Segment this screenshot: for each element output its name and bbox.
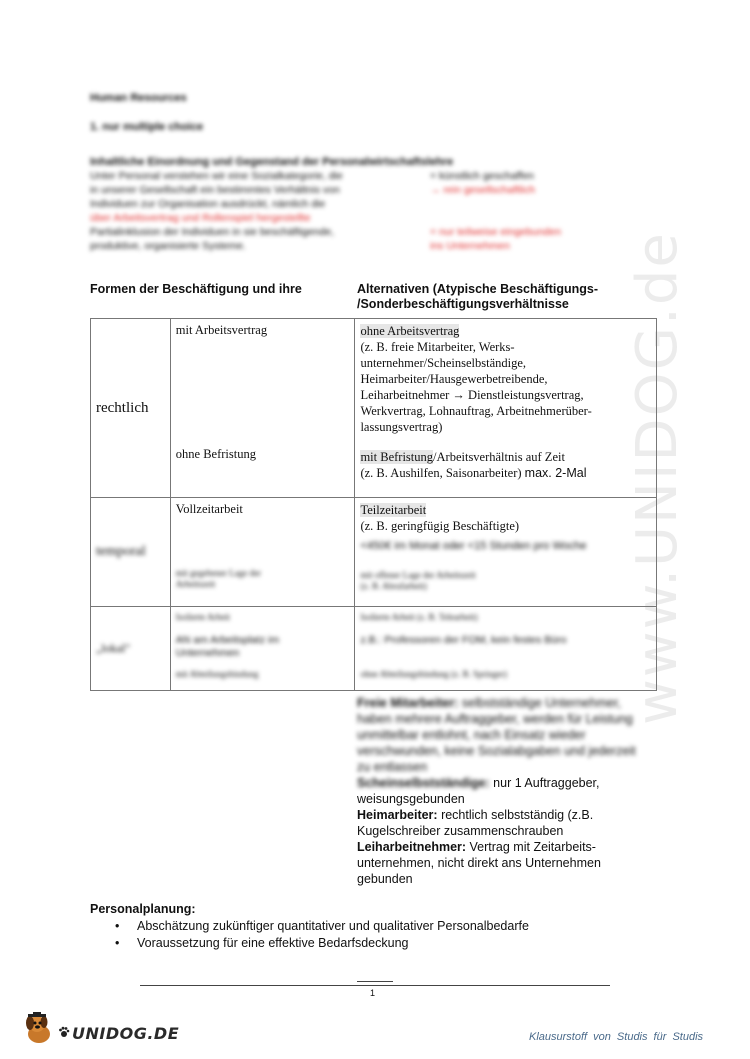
alternative-cell xyxy=(355,319,657,498)
alt-b-rest: /Arbeitsverhältnis auf Zeit xyxy=(433,450,565,464)
alt-a-head: Teilzeitarbeit xyxy=(360,503,427,517)
alternative-cell xyxy=(355,607,657,691)
paw-icon xyxy=(58,1026,70,1038)
alternative-cell xyxy=(355,498,657,607)
table-row xyxy=(91,498,657,607)
standard-b: mit gegebener Lage der Arbeitszeit xyxy=(175,568,261,589)
side-note: = künstlich geschaffen xyxy=(430,170,535,182)
table-row xyxy=(91,319,657,498)
dog-icon xyxy=(22,1012,56,1046)
intro-line: in unserer Gesellschaft ein bestimmtes Verhältnis von xyxy=(90,184,340,196)
alt-a-body: (z. B. freie Mitarbeiter, Werks-unternehmer/Scheinselbständige, Heimarbeiter/Hausgewerbetreibende, Leiharbeitnehmer → Dienstleistungsvertrag, Werkvertrag, Lohnauftrag, Arbeitnehmerüber-lassungsvertrag) xyxy=(360,340,592,434)
alt-a-head: ohne Arbeitsvertrag xyxy=(360,324,460,338)
notes-block xyxy=(357,695,652,887)
intro-line: Unter Personal verstehen wir eine Sozialkategorie, die xyxy=(90,170,343,182)
table-row xyxy=(91,607,657,691)
employment-forms-table xyxy=(90,318,657,691)
footer-rule xyxy=(140,985,610,986)
standard-a: Vollzeitarbeit xyxy=(175,502,243,516)
alt-b-head: mit offener Lage der Arbeitszeit xyxy=(360,570,476,580)
column-heading-right xyxy=(357,282,598,312)
page-number: 1 xyxy=(370,988,376,998)
side-note: → rein gesellschaftlich xyxy=(430,184,536,196)
logo-text: UNIDOG.DE xyxy=(72,1024,180,1043)
unidog-logo xyxy=(22,1012,180,1048)
footer-short-line xyxy=(357,981,393,982)
alt-a-note: <450€ im Monat oder <15 Stunden pro Woche xyxy=(360,540,587,552)
note-scheinselbststaendige: Scheinselbstständige: nur 1 Auftraggeber, weisungsgebunden xyxy=(357,776,600,806)
alt-b-body: (z. B. Aushilfen, Saisonarbeiter) xyxy=(360,466,522,480)
standard-cell xyxy=(170,498,355,607)
subsection-title: Inhaltliche Einordnung und Gegenstand der Personalwirtschaftslehre xyxy=(90,156,454,168)
category-cell: rechtlich xyxy=(91,319,171,498)
side-note: = nur teilweise eingebunden xyxy=(430,226,562,238)
planning-bullet: • Abschätzung zukünftiger quantitativer und qualitativer Personalbedarfe xyxy=(115,918,650,935)
doc-title: Human Resources xyxy=(90,92,187,104)
intro-line: Individuen zur Organisation ausdrückt, nämlich die xyxy=(90,198,326,210)
standard-b: AN am Arbeitsplatz im Unternehmen xyxy=(175,634,280,659)
planning-section xyxy=(90,901,650,952)
planning-bullet: • Voraussetzung für eine effektive Bedarfsdeckung xyxy=(115,935,650,952)
standard-c: mit Abteilungsbindung xyxy=(175,669,259,679)
column-heading-left: Formen der Beschäftigung und ihre xyxy=(90,282,302,296)
header-block xyxy=(90,92,650,133)
alt-b-note: max. 2-Mal xyxy=(524,466,587,480)
note-freie-mitarbeiter: Freie Mitarbeiter: selbstständige Unternehmer, haben mehrere Auftraggeber, werden für Leistung unmittelbar entlohnt, nach Einsatz wieder verschwunden, keine Sozialabgaben und jederzeit zu entlassen xyxy=(357,696,636,774)
note-heimarbeiter: Heimarbeiter: rechtlich selbstständig (z.B. Kugelschreiber zusammenschrauben xyxy=(357,808,594,838)
column-heading-right-line1: Alternativen (Atypische Beschäftigungs- xyxy=(357,282,599,296)
alt-b-head: mit Befristung xyxy=(360,450,434,464)
category-cell: temporal xyxy=(91,498,171,607)
standard-a: mit Arbeitsvertrag xyxy=(175,323,268,337)
alt-a-head: Isolierte Arbeit (z. B. Telearbeit) xyxy=(360,612,478,622)
standard-a: Isolierte Arbeit xyxy=(175,612,231,622)
alt-a-body: (z. B. geringfügig Beschäftigte) xyxy=(360,519,520,533)
watermark-text: www.UNIDOG.de xyxy=(625,231,690,725)
standard-cell xyxy=(170,319,355,498)
standard-b: ohne Befristung xyxy=(175,447,256,461)
intro-line: Partialinklusion der Individuen in sie beschäftigende, xyxy=(90,226,334,238)
intro-line: über Arbeitsvertrag und Rollenspiel hergestellte xyxy=(90,212,311,224)
intro-line: produktive, organisierte Systeme. xyxy=(90,240,246,252)
standard-cell xyxy=(170,607,355,691)
category-cell: „lokal" xyxy=(91,607,171,691)
alt-b-head: z.B.: Professoren der FOM, kein festes Büro xyxy=(360,634,567,646)
footer-tagline: Klausurstoff von Studis für Studis xyxy=(529,1031,704,1043)
intro-block xyxy=(90,155,650,253)
planning-title: Personalplanung: xyxy=(90,902,196,916)
alt-b-body: (z. B. Abrufarbeit) xyxy=(360,581,427,591)
column-heading-right-line2: /Sonderbeschäftigungsverhältnisse xyxy=(357,297,569,311)
alt-c-head: ohne Abteilungsbindung (z. B. Springer) xyxy=(360,669,507,679)
note-leiharbeitnehmer: Leiharbeitnehmer: Vertrag mit Zeitarbeits-unternehmen, nicht direkt ans Unternehmen gebunden xyxy=(357,840,601,886)
side-note: ins Unternehmen xyxy=(430,240,510,252)
section-title: 1. nur multiple choice xyxy=(90,121,204,133)
